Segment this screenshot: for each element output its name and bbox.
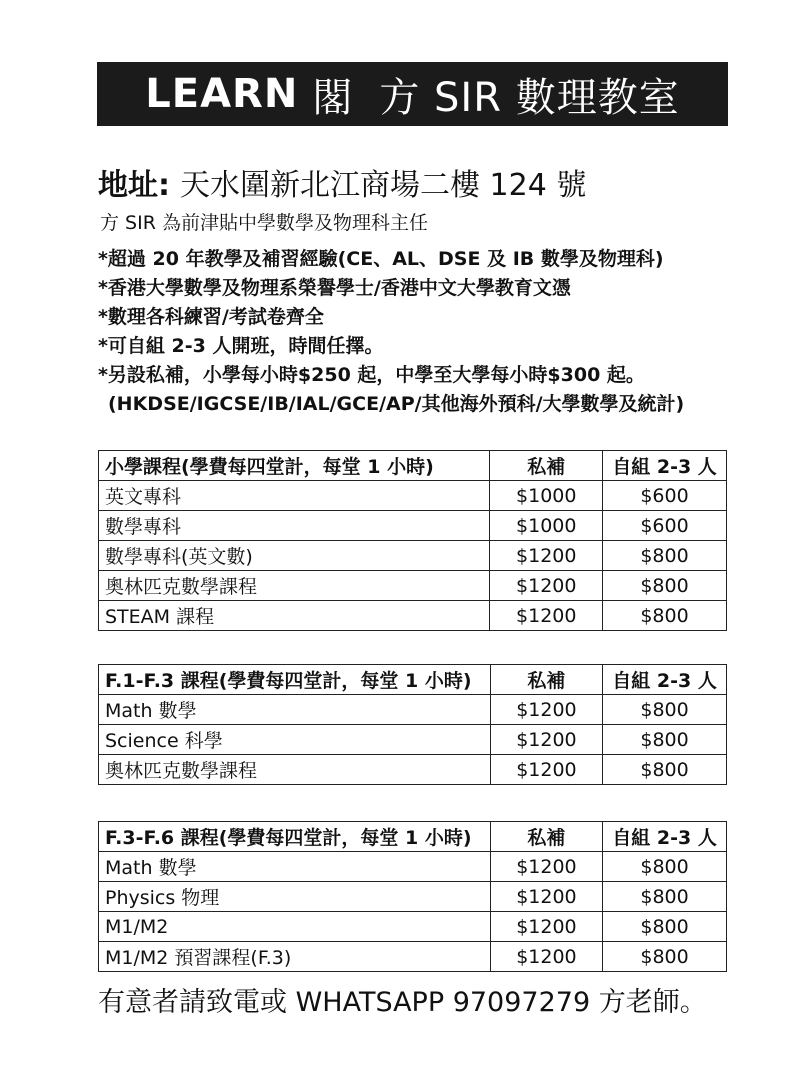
course-header: 小學課程(學費每四堂計，每堂 1 小時) [99, 451, 490, 481]
feature-item: *香港大學數學及物理系榮譽學士/香港中文大學教育文憑 [98, 277, 571, 299]
contact-line: 有意者請致電或 WHATSAPP 97097279 方老師。 [98, 987, 707, 1018]
private-fee: $1200 [490, 852, 602, 882]
group-fee: $600 [603, 511, 727, 541]
private-fee: $1200 [490, 942, 602, 972]
group-fee: $800 [603, 695, 727, 725]
group-fee: $600 [603, 481, 727, 511]
address-line [98, 160, 586, 204]
feature-list [98, 245, 684, 419]
course-name: M1/M2 預習課程(F.3) [99, 942, 491, 972]
course-name: Math 數學 [99, 695, 491, 725]
private-fee: $1000 [490, 511, 603, 541]
banner-classroom-name: 方 SIR 數理教室 [379, 74, 680, 121]
address-value: 天水圍新北江商場二樓 124 號 [180, 168, 587, 203]
address-label: 地址: [98, 168, 170, 203]
table-header-row [99, 665, 727, 695]
course-name: 數學專科 [99, 511, 490, 541]
primary-fee-table [98, 450, 727, 631]
table-header-row [99, 822, 727, 852]
group-header: 自組 2-3 人 [603, 665, 727, 695]
private-fee: $1200 [490, 541, 603, 571]
table-row [99, 942, 727, 972]
teacher-intro: 方 SIR 為前津貼中學數學及物理科主任 [100, 212, 428, 234]
banner-ge: 閣 [312, 74, 354, 121]
feature-item: (HKDSE/IGCSE/IB/IAL/GCE/AP/其他海外預科/大學數學及統計) [108, 393, 685, 415]
senior-secondary-fee-table [98, 821, 727, 972]
group-fee: $800 [603, 942, 727, 972]
course-name: STEAM 課程 [99, 601, 490, 631]
course-name: Math 數學 [99, 852, 491, 882]
private-fee: $1200 [490, 912, 602, 942]
private-header: 私補 [490, 665, 602, 695]
group-fee: $800 [603, 852, 727, 882]
table-row [99, 511, 727, 541]
private-fee: $1200 [490, 725, 602, 755]
group-fee: $800 [603, 541, 727, 571]
group-fee: $800 [603, 725, 727, 755]
banner-learn: LEARN [145, 71, 299, 117]
table-row [99, 481, 727, 511]
group-fee: $800 [603, 755, 727, 785]
private-fee: $1200 [490, 755, 602, 785]
junior-secondary-fee-table [98, 664, 727, 785]
course-name: 奧林匹克數學課程 [99, 571, 490, 601]
feature-item: *數理各科練習/考試卷齊全 [98, 306, 324, 328]
table-row [99, 571, 727, 601]
title-banner [97, 62, 728, 126]
table-row [99, 882, 727, 912]
feature-item: *另設私補，小學每小時$250 起，中學至大學每小時$300 起。 [98, 364, 645, 386]
private-fee: $1200 [490, 695, 602, 725]
group-header: 自組 2-3 人 [603, 451, 727, 481]
table-row [99, 725, 727, 755]
private-fee: $1000 [490, 481, 603, 511]
course-name: Physics 物理 [99, 882, 491, 912]
feature-item: *可自組 2-3 人開班，時間任擇。 [98, 335, 384, 357]
private-header: 私補 [490, 822, 602, 852]
private-fee: $1200 [490, 882, 602, 912]
table-row [99, 852, 727, 882]
group-fee: $800 [603, 882, 727, 912]
table-row [99, 601, 727, 631]
course-name: M1/M2 [99, 912, 491, 942]
private-fee: $1200 [490, 601, 603, 631]
course-name: Science 科學 [99, 725, 491, 755]
course-name: 英文專科 [99, 481, 490, 511]
table-row [99, 755, 727, 785]
table-row [99, 695, 727, 725]
course-header: F.3-F.6 課程(學費每四堂計，每堂 1 小時) [99, 822, 491, 852]
table-header-row [99, 451, 727, 481]
group-fee: $800 [603, 601, 727, 631]
course-name: 數學專科(英文數) [99, 541, 490, 571]
course-name: 奧林匹克數學課程 [99, 755, 491, 785]
group-fee: $800 [603, 912, 727, 942]
feature-item: *超過 20 年教學及補習經驗(CE、AL、DSE 及 IB 數學及物理科) [98, 248, 664, 270]
course-header: F.1-F.3 課程(學費每四堂計，每堂 1 小時) [99, 665, 491, 695]
table-row [99, 912, 727, 942]
group-header: 自組 2-3 人 [603, 822, 727, 852]
group-fee: $800 [603, 571, 727, 601]
table-row [99, 541, 727, 571]
private-header: 私補 [490, 451, 603, 481]
private-fee: $1200 [490, 571, 603, 601]
